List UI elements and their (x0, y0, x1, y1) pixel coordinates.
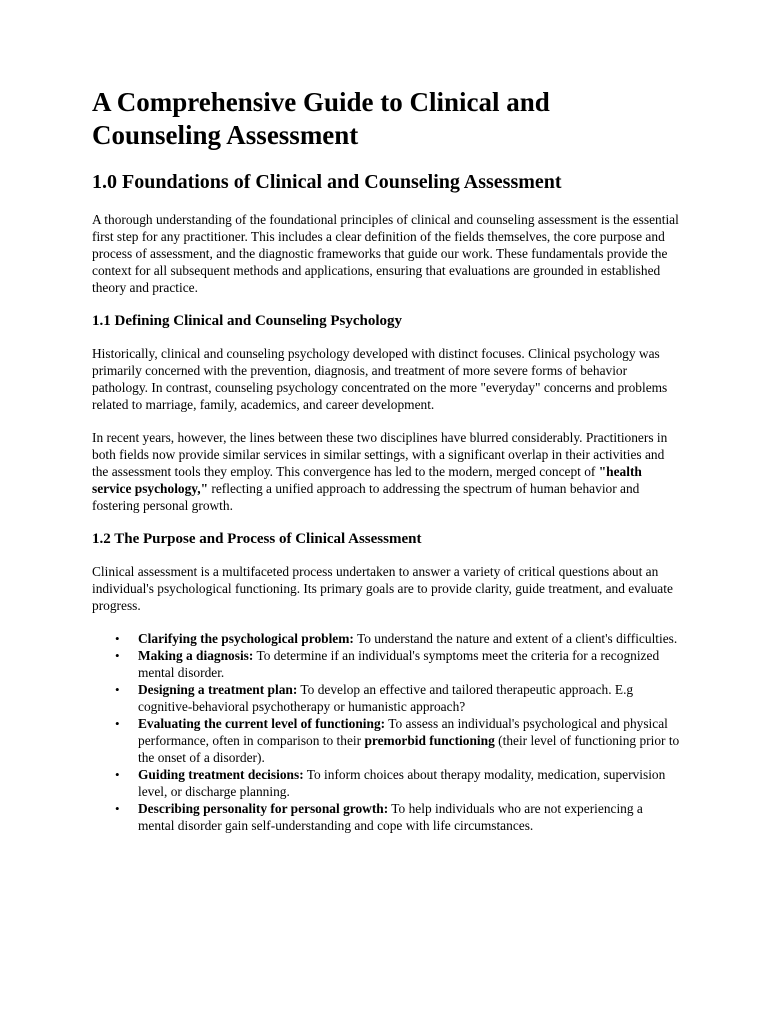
list-item (92, 647, 682, 681)
list-item-lead: Making a diagnosis: (138, 648, 254, 663)
bullet-icon: • (115, 801, 120, 816)
document-page (92, 86, 682, 834)
list-item-text: To determine if an individual's symptoms meet the criteria for a recognized mental disorder. (138, 648, 660, 680)
bullet-icon: • (115, 682, 120, 697)
list-item (92, 800, 682, 834)
list-item (92, 681, 682, 715)
paragraph-text: In recent years, however, the lines between these two disciplines have blurred considerably. Practitioners in both fields now provide similar services in similar settings, with a significant overlap in their activities and the assessment tools they employ. This convergence has led to the modern, merged concept of (92, 430, 668, 479)
list-item-lead: Designing a treatment plan: (138, 682, 298, 697)
document-title: A Comprehensive Guide to Clinical and Counseling Assessment (92, 87, 550, 150)
section-heading-1-1: 1.1 Defining Clinical and Counseling Psychology (92, 313, 403, 329)
premorbid-functioning-term: premorbid functioning (364, 733, 495, 748)
assessment-goals-list (92, 630, 682, 834)
section-1-1-paragraph-1: Historically, clinical and counseling psychology developed with distinct focuses. Clinical psychology was primarily concerned with the prevention, diagnosis, and treatment of more severe forms of behavior pathology. In contrast, counseling psychology concentrated on the more "everyday" concerns and problems related to marriage, family, academics, and career development. (92, 346, 668, 412)
section-1-0-intro: A thorough understanding of the foundational principles of clinical and counseling assessment is the essential first step for any practitioner. This includes a clear definition of the fields themselves, the core purpose and process of assessment, and the diagnostic frameworks that guide our work. These fundamentals provide the context for all subsequent methods and applications, ensuring that evaluations are grounded in established theory and practice. (92, 212, 679, 295)
section-heading-1-0: 1.0 Foundations of Clinical and Counseling Assessment (92, 171, 562, 193)
list-item (92, 630, 682, 647)
list-item-lead: Clarifying the psychological problem: (138, 631, 354, 646)
list-item-text: To inform choices about therapy modality, medication, supervision level, or discharge planning. (138, 767, 666, 799)
list-item (92, 715, 682, 766)
bullet-icon: • (115, 767, 120, 782)
list-item-text: To understand the nature and extent of a client's difficulties. (353, 631, 678, 646)
list-item-lead: Describing personality for personal growth: (138, 801, 389, 816)
paragraph-text: reflecting a unified approach to addressing the spectrum of human behavior and fostering personal growth. (92, 481, 640, 513)
list-item-text: To develop an effective and tailored therapeutic approach. E.g cognitive-behavioral psychotherapy or humanistic approach? (138, 682, 634, 714)
section-heading-1-2: 1.2 The Purpose and Process of Clinical Assessment (92, 531, 422, 547)
list-item-lead: Guiding treatment decisions: (138, 767, 304, 782)
list-item-lead: Evaluating the current level of functioning: (138, 716, 386, 731)
health-service-psychology-term: "health service psychology," (92, 464, 642, 496)
section-1-1-paragraph-2 (92, 429, 682, 514)
list-item (92, 766, 682, 800)
section-1-2-intro: Clinical assessment is a multifaceted process undertaken to answer a variety of critical questions about an individual's psychological functioning. Its primary goals are to provide clarity, guide treatment, and evaluate progress. (92, 564, 673, 613)
bullet-icon: • (115, 648, 120, 663)
list-item-text: To help individuals who are not experiencing a mental disorder gain self-understanding and cope with life circumstances. (138, 801, 643, 833)
list-item-text: (their level of functioning prior to the onset of a disorder). (138, 733, 680, 765)
bullet-icon: • (115, 631, 120, 646)
list-item-text: To assess an individual's psychological and physical performance, often in comparison to their (138, 716, 668, 748)
bullet-icon: • (115, 716, 120, 731)
